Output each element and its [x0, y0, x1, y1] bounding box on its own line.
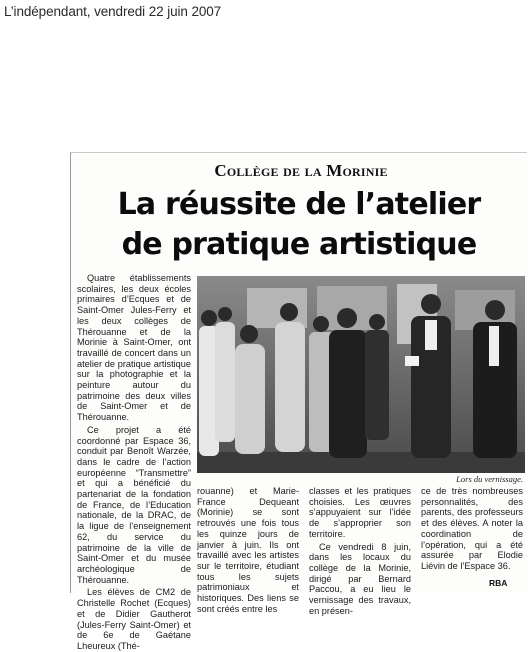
paragraph: rouanne) et Marie-France Dequeant (Morinie) se sont retrouvés une fois tous les quinze jours de janvier à juin. Ils ont travaillé avec les artistes sur le territoire, étudiant tous les sujets patrimoniaux et historiques. Des liens se sont créés entre les: [197, 486, 299, 614]
article-column-3: [309, 486, 411, 616]
newspaper-clipping: [70, 152, 527, 651]
paragraph: Ce vendredi 8 juin, dans les locaux du collège de la Morinie, dirigé par Bernard Paccou, a eu lieu le vernissage des travaux, en présen-: [309, 541, 411, 616]
headline-line-1: La réussite de l’atelier: [117, 187, 481, 222]
section-rubric: Collège de la Morinie: [214, 161, 388, 180]
paragraph: Les élèves de CM2 de Christelle Rochet (Ecques) et de Didier Gautherot (Jules-Ferry Saint-Omer) et de 6e de Gaétane Lheureux (Thé-: [77, 587, 191, 651]
headline-line-2: de pratique artistique: [121, 227, 477, 262]
paragraph: Ce projet a été coordonné par Espace 36, conduit par Benoît Warzée, dans le cadre de l’action européenne “Transmettre” et qui a bénéficié du partenariat de la fondation de France, de l’Education nationale, de la DRAC, de la ligue de l’enseignement 62, du service du patrimoine de la ville de Saint-Omer et du musée archéologique de Thérouanne.: [77, 424, 191, 585]
photo-caption: Lors du vernissage.: [456, 474, 523, 484]
article-headline: [71, 185, 527, 265]
article-column-4: [421, 486, 523, 578]
paragraph: classes et les pratiques choisies. Les œuvres s’appuyaient sur l’idée de s’approprier son territoire.: [309, 486, 411, 539]
masthead-date: L’indépendant, vendredi 22 juin 2007: [4, 4, 222, 19]
author-signature: RBA: [489, 578, 508, 588]
paragraph: ce de très nombreuses personnalités, des parents, des professeurs et des élèves. A noter la coordination de l’opération, qui a été assurée par Elodie Liévin de l’Espace 36.: [421, 486, 523, 571]
vernissage-photo: [197, 276, 525, 473]
group-photo-image: [197, 276, 525, 473]
article-column-1: [77, 273, 191, 651]
article-column-2: [197, 486, 299, 614]
paragraph: Quatre établissements scolaires, les deux écoles primaires d’Ecques et de Saint-Omer Jules-Ferry et les deux collèges de Thérouanne et de la Morinie à Saint-Omer, ont travaillé de concert dans un atelier de pratique artistique sur la photographie et la peinture autour du patrimoine des deux villes de Saint-Omer et de Thérouanne.: [77, 273, 191, 423]
